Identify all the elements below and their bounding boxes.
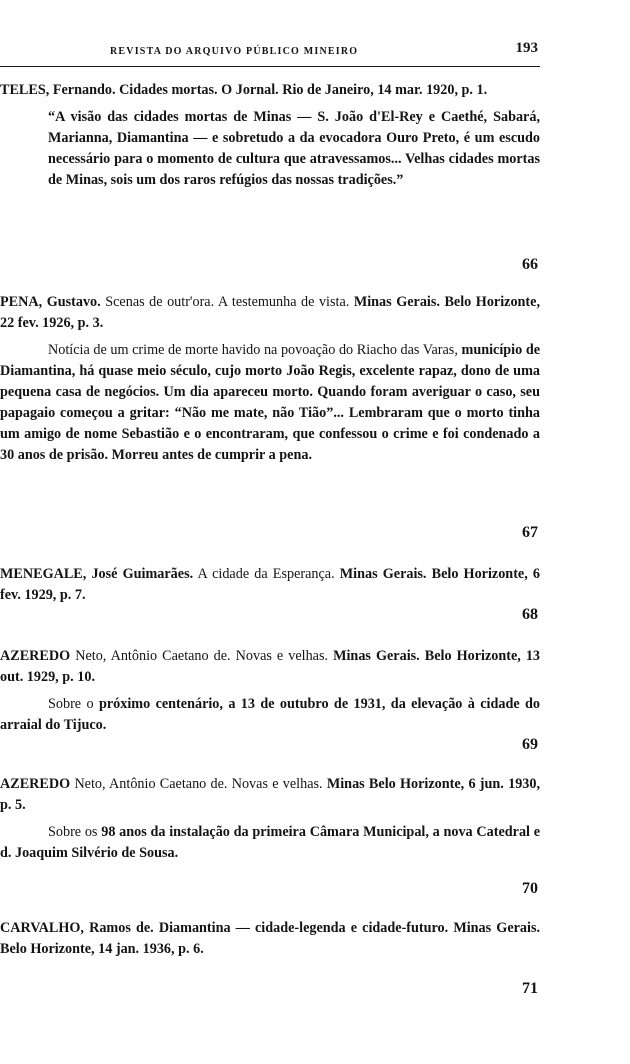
annotation-lead: Sobre o [48,696,94,712]
entry-source: Minas Gerais. Belo Horizonte, 22 fev. 1926, p. 3. [0,294,540,331]
citation [0,646,540,688]
entry-annotation [0,694,540,736]
citation [0,774,540,816]
entry-source: Minas Belo Horizonte, 6 jun. 1930, p. 5. [0,776,541,813]
entry-author: AZEREDO [0,776,71,792]
entry-author: PENA, Gustavo. [0,294,101,310]
bibliography-entry-69 [0,646,540,736]
entry-title: Diamantina — cidade-legenda e cidade-futuro. [158,920,449,936]
entry-title: A cidade da Esperança. [197,566,335,582]
bibliography-entry-70 [0,774,540,864]
page-number: 193 [515,40,538,56]
entry-number-68: 68 [522,606,538,623]
entry-source: O Jornal. Rio de Janeiro, 14 mar. 1920, p. 1. [221,82,488,98]
entry-title: Neto, Antônio Caetano de. Novas e velhas. [74,776,323,792]
entry-annotation [0,822,540,864]
entry-number-71: 71 [522,980,538,997]
entry-source: Minas Gerais. Belo Horizonte, 6 fev. 1929, p. 7. [0,566,540,603]
entry-source: Minas Gerais. Belo Horizonte, 13 out. 1929, p. 10. [0,648,541,685]
entry-number-67: 67 [522,524,538,541]
running-header [0,40,540,67]
entry-number-66: 66 [522,256,538,273]
bibliography-entry-68 [0,564,540,606]
bibliography-entry-71 [0,918,540,960]
annotation-lead: Sobre os [48,824,98,840]
bibliography-entry-66 [0,80,540,191]
entry-author: MENEGALE, José Guimarães. [0,566,194,582]
entry-title: Scenas de outr'ora. A testemunha de vista. [105,294,350,310]
entry-number-70: 70 [522,880,538,897]
entry-title: Cidades mortas. [119,82,218,98]
citation [0,80,540,101]
entry-number-69: 69 [522,736,538,753]
entry-quote: “A visão das cidades mortas de Minas — S. João d'El-Rey e Caethé, Sabará, Marianna, Diamantina — e sobretudo a da evocadora Ouro Preto, é um escudo necessário para o momento de cultura que atravessamos... Velhas cidades mortas de Minas, sois um dos raros refúgios das nossas tradições.” [48,109,540,188]
annotation-text: 98 anos da instalação da primeira Câmara Municipal, a nova Catedral e d. Joaquim Silvério de Sousa. [0,824,541,861]
entry-author: AZEREDO [0,648,71,664]
citation [0,564,540,606]
entry-title: Neto, Antônio Caetano de. Novas e velhas. [75,648,329,664]
annotation-text: próximo centenário, a 13 de outubro de 1931, da elevação à cidade do arraial do Tijuco. [0,696,541,733]
entry-author: TELES, Fernando. [0,82,116,98]
journal-title: REVISTA DO ARQUIVO PÚBLICO MINEIRO [110,46,359,57]
citation [0,292,540,334]
bibliography-entry-67 [0,292,540,466]
annotation-lead: Notícia de um crime de morte havido na povoação do Riacho das Varas, [48,342,458,358]
entry-source: Minas Gerais. Belo Horizonte, 14 jan. 1936, p. 6. [0,920,541,957]
entry-annotation [0,340,540,466]
annotation-text: município de Diamantina, há quase meio século, cujo morto João Regis, excelente rapaz, dono de uma pequena casa de negócios. Um dia apareceu morto. Quando foram averiguar o caso, seu papagaio começou a gritar: “Não me mate, não Tião”... Lembraram que o morto tinha um amigo de nome Sebastião e o encontraram, que confessou o crime e foi condenado a 30 anos de prisão. Morreu antes de cumprir a pena. [0,342,541,463]
citation [0,918,540,960]
entry-author: CARVALHO, Ramos de. [0,920,154,936]
